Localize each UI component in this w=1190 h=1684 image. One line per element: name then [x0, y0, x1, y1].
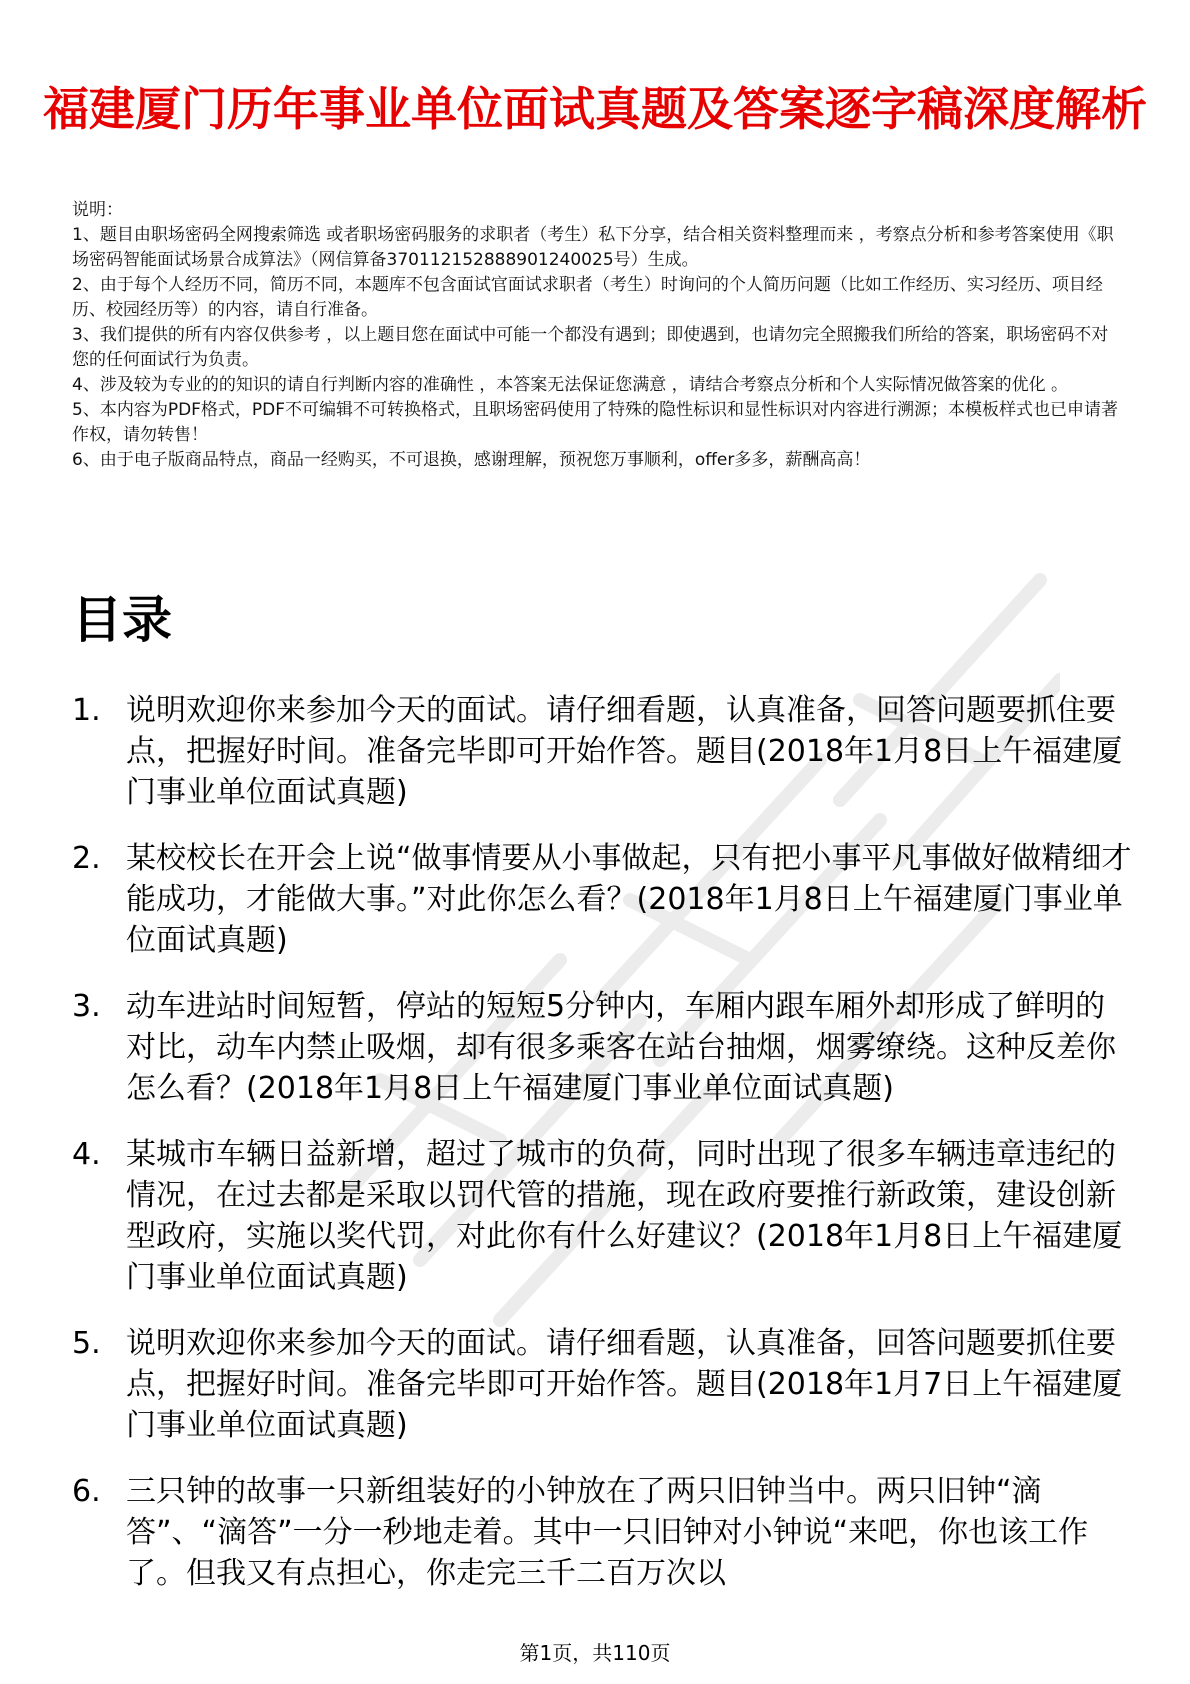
toc-item-text: 某城市车辆日益新增，超过了城市的负荷，同时出现了很多车辆违章违纪的情况，在过去都是采取以罚代管的措施，现在政府要推行新政策，建设创新型政府，实施以奖代罚，对此你有什么好建议？(2018年1月8日上午福建厦门事业单位面试真题) — [126, 1137, 1123, 1295]
page-footer: 第1页，共110页 — [519, 1641, 671, 1665]
note-item: 2、由于每个人经历不同，简历不同，本题库不包含面试官面试求职者（考生）时询问的个人简历问题（比如工作经历、实习经历、项目经历、校园经历等）的内容，请自行准备。 — [72, 275, 1103, 320]
toc-item[interactable] — [72, 986, 1132, 1109]
toc-item-text: 说明欢迎你来参加今天的面试。请仔细看题，认真准备，回答问题要抓住要点，把握好时间。准备完毕即可开始作答。题目(2018年1月7日上午福建厦门事业单位面试真题) — [126, 1326, 1123, 1443]
toc-item-number: 6. — [72, 1474, 101, 1509]
toc-item[interactable] — [72, 838, 1132, 961]
toc-item-text: 动车进站时间短暂，停站的短短5分钟内，车厢内跟车厢外却形成了鲜明的对比，动车内禁止吸烟，却有很多乘客在站台抽烟，烟雾缭绕。这种反差你怎么看？(2018年1月8日上午福建厦门事业单位面试真题) — [126, 989, 1116, 1106]
note-item: 5、本内容为PDF格式，PDF不可编辑不可转换格式，且职场密码使用了特殊的隐性标识和显性标识对内容进行溯源；本模板样式也已申请著作权，请勿转售！ — [72, 400, 1119, 445]
note-item: 6、由于电子版商品特点，商品一经购买，不可退换，感谢理解，预祝您万事顺利，offer多多，薪酬高高！ — [72, 450, 871, 470]
toc-item-number: 3. — [72, 989, 101, 1024]
document-title: 福建厦门历年事业单位面试真题及答案逐字稿深度解析 — [43, 81, 1147, 136]
toc-item[interactable] — [72, 690, 1132, 813]
toc-item-number: 1. — [72, 693, 101, 728]
toc-item-number: 5. — [72, 1326, 101, 1361]
note-item: 4、涉及较为专业的的知识的请自行判断内容的准确性 ，本答案无法保证您满意 ，请结合考察点分析和个人实际情况做答案的优化 。 — [72, 375, 1069, 395]
toc-item[interactable] — [72, 1323, 1132, 1446]
toc-item-text: 说明欢迎你来参加今天的面试。请仔细看题，认真准备，回答问题要抓住要点，把握好时间。准备完毕即可开始作答。题目(2018年1月8日上午福建厦门事业单位面试真题) — [126, 693, 1123, 810]
notes-header: 说明： — [72, 200, 123, 220]
toc-item-text: 三只钟的故事一只新组装好的小钟放在了两只旧钟当中。两只旧钟“滴答”、“滴答”一分一秒地走着。其中一只旧钟对小钟说“来吧，你也该工作了。但我又有点担心，你走完三千二百万次以 — [126, 1474, 1089, 1591]
toc-item-number: 2. — [72, 841, 101, 876]
table-of-contents — [72, 690, 1132, 1619]
notes-section — [72, 198, 1122, 473]
toc-item[interactable] — [72, 1134, 1132, 1298]
toc-item-number: 4. — [72, 1137, 101, 1172]
note-item: 3、我们提供的所有内容仅供参考 ，以上题目您在面试中可能一个都没有遇到；即使遇到，也请勿完全照搬我们所给的答案，职场密码不对您的任何面试行为负责。 — [72, 325, 1109, 370]
toc-item-text: 某校校长在开会上说“做事情要从小事做起，只有把小事平凡事做好做精细才能成功，才能做大事。”对此你怎么看？(2018年1月8日上午福建厦门事业单位面试真题) — [126, 841, 1132, 958]
toc-heading: 目录 — [72, 591, 172, 649]
toc-item[interactable] — [72, 1471, 1132, 1594]
note-item: 1、题目由职场密码全网搜索筛选 或者职场密码服务的求职者（考生）私下分享，结合相关资料整理而来 ，考察点分析和参考答案使用《职场密码智能面试场景合成算法》（网信算备37011215288890124002​5号）生成。 — [72, 225, 1114, 270]
